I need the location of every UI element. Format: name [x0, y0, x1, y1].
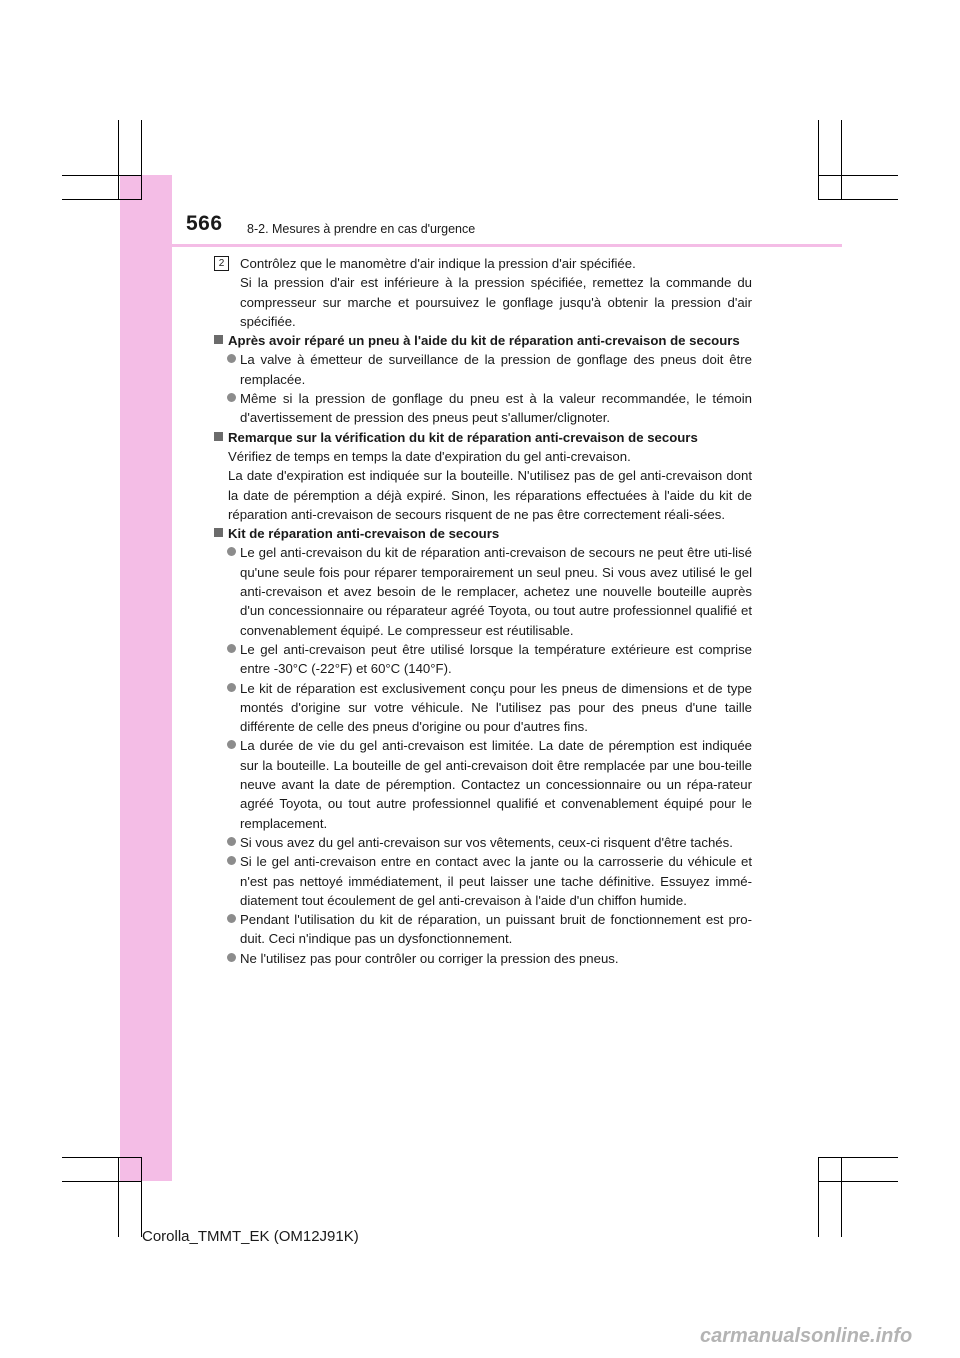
list-item-text: Même si la pression de gonflage du pneu est à la valeur recommandée, le témoin d'avertissement de pression des pneus peut s'allumer/clignoter.	[240, 391, 752, 426]
crop-mark	[841, 1157, 842, 1237]
crop-mark	[118, 1157, 119, 1237]
watermark: carmanualsonline.info	[700, 1325, 913, 1347]
round-bullet-icon	[227, 393, 236, 402]
crop-mark	[818, 1181, 898, 1182]
paragraph: La date d'expiration est indiquée sur la bouteille. N'utilisez pas de gel anti-crevaison dont la date de péremption a déjà expiré. Sinon, les réparations effectuées à l'aide du kit de réparation anti-crevaison de secours risquent de ne pas être correctement réali-sées.	[228, 468, 752, 522]
round-bullet-icon	[227, 740, 236, 749]
round-bullet-icon	[227, 547, 236, 556]
crop-mark	[118, 120, 119, 200]
header-rule	[120, 244, 842, 247]
crop-mark	[818, 120, 819, 200]
page-content	[214, 254, 752, 968]
list-item-text: Si le gel anti-crevaison entre en contact avec la jante ou la carrosserie du véhicule et n'est pas nettoyé immédiatement, il peut laisser une tache définitive. Essuyez immé-diatement tout écoulement de gel anti-crevaison à l'aide d'un chiffon humide.	[240, 854, 752, 908]
list-item-text: Pendant l'utilisation du kit de réparation, un puissant bruit de fonctionnement est pro-duit. Ceci n'indique pas un dysfonctionnement.	[240, 912, 752, 947]
round-bullet-icon	[227, 837, 236, 846]
margin-color-band	[120, 175, 172, 1181]
round-bullet-icon	[227, 683, 236, 692]
heading-text: Remarque sur la vérification du kit de réparation anti-crevaison de secours	[228, 429, 698, 445]
crop-mark	[818, 175, 898, 176]
list-item	[214, 910, 752, 949]
list-item-text: La durée de vie du gel anti-crevaison est limitée. La date de péremption est indiquée sur la bouteille. La bouteille de gel anti-crevaison doit être remplacée par une bou-teille neuve avant la date de péremption. Contactez un concessionnaire ou un répa-rateur agréé Toyota, ou tout autre professionnel qualifié et convenablement équipé pour le remplacement.	[240, 738, 752, 831]
section-heading-after-repair	[214, 331, 752, 350]
step-2-note: Si la pression d'air est inférieure à la pression spécifiée, remettez la commande du compresseur sur marche et poursuivez le gonflage jusqu'à obtenir la pression d'air spécifiée.	[240, 275, 752, 329]
list-item	[214, 949, 752, 968]
square-bullet-icon	[214, 528, 223, 537]
section-title: 8-2. Mesures à prendre en cas d'urgence	[247, 222, 476, 236]
crop-mark	[841, 120, 842, 200]
list-item	[214, 852, 752, 910]
round-bullet-icon	[227, 953, 236, 962]
list-item	[214, 736, 752, 832]
list-item-text: Le kit de réparation est exclusivement conçu pour les pneus de dimensions et de type montés d'origine sur votre véhicule. Ne l'utilisez pas pour des pneus d'une taille différente de celle des pneus d'origine ou pour d'autres fins.	[240, 680, 752, 735]
crop-mark	[818, 1157, 819, 1237]
section-heading-kit-check	[214, 428, 752, 447]
crop-mark	[141, 120, 142, 200]
round-bullet-icon	[227, 644, 236, 653]
step-2-text: Contrôlez que le manomètre d'air indique la pression d'air spécifiée.	[240, 256, 636, 271]
crop-mark	[62, 1181, 142, 1182]
list-item	[214, 640, 752, 679]
square-bullet-icon	[214, 432, 223, 441]
crop-mark	[62, 199, 142, 200]
list-item-text: Le gel anti-crevaison peut être utilisé lorsque la température extérieure est comprise entre -30°C (-22°F) et 60°C (140°F).	[240, 641, 752, 677]
list-item-text: Le gel anti-crevaison du kit de réparation anti-crevaison de secours ne peut être uti-lisé qu'une seule fois pour réparer temporairement un seul pneu. Si vous avez utilisé le gel anti-crevaison et avez besoin de le remplacer, achetez une nouvelle bouteille auprès d'un concessionnaire ou réparateur agréé Toyota, ou tout autre professionnel qualifié et convenablement équipé. Le compresseur est réutilisable.	[240, 545, 752, 638]
crop-mark	[62, 1157, 142, 1158]
list-item	[214, 389, 752, 428]
section-heading-repair-kit	[214, 524, 752, 543]
step-number-badge: 2	[214, 256, 229, 271]
page-number: 566	[186, 212, 223, 235]
footer-document-id: Corolla_TMMT_EK (OM12J91K)	[142, 1228, 359, 1245]
crop-mark	[141, 1157, 142, 1237]
list-item	[214, 350, 752, 389]
step-2	[214, 254, 752, 273]
list-item-text: Si vous avez du gel anti-crevaison sur vos vêtements, ceux-ci risquent d'être tachés.	[240, 834, 733, 850]
list-item-text: La valve à émetteur de surveillance de la pression de gonflage des pneus doit être remplacée.	[240, 352, 752, 387]
crop-mark	[818, 199, 898, 200]
heading-text: Après avoir réparé un pneu à l'aide du kit de réparation anti-crevaison de secours	[228, 333, 740, 349]
list-item	[214, 833, 752, 852]
crop-mark	[818, 1157, 898, 1158]
list-item	[214, 543, 752, 639]
square-bullet-icon	[214, 335, 223, 344]
crop-mark	[62, 175, 142, 176]
round-bullet-icon	[227, 354, 236, 363]
round-bullet-icon	[227, 856, 236, 865]
paragraph: Vérifiez de temps en temps la date d'expiration du gel anti-crevaison.	[228, 448, 631, 464]
list-item	[214, 679, 752, 737]
heading-text: Kit de réparation anti-crevaison de secours	[228, 526, 500, 542]
list-item-text: Ne l'utilisez pas pour contrôler ou corriger la pression des pneus.	[240, 950, 619, 966]
round-bullet-icon	[227, 914, 236, 923]
